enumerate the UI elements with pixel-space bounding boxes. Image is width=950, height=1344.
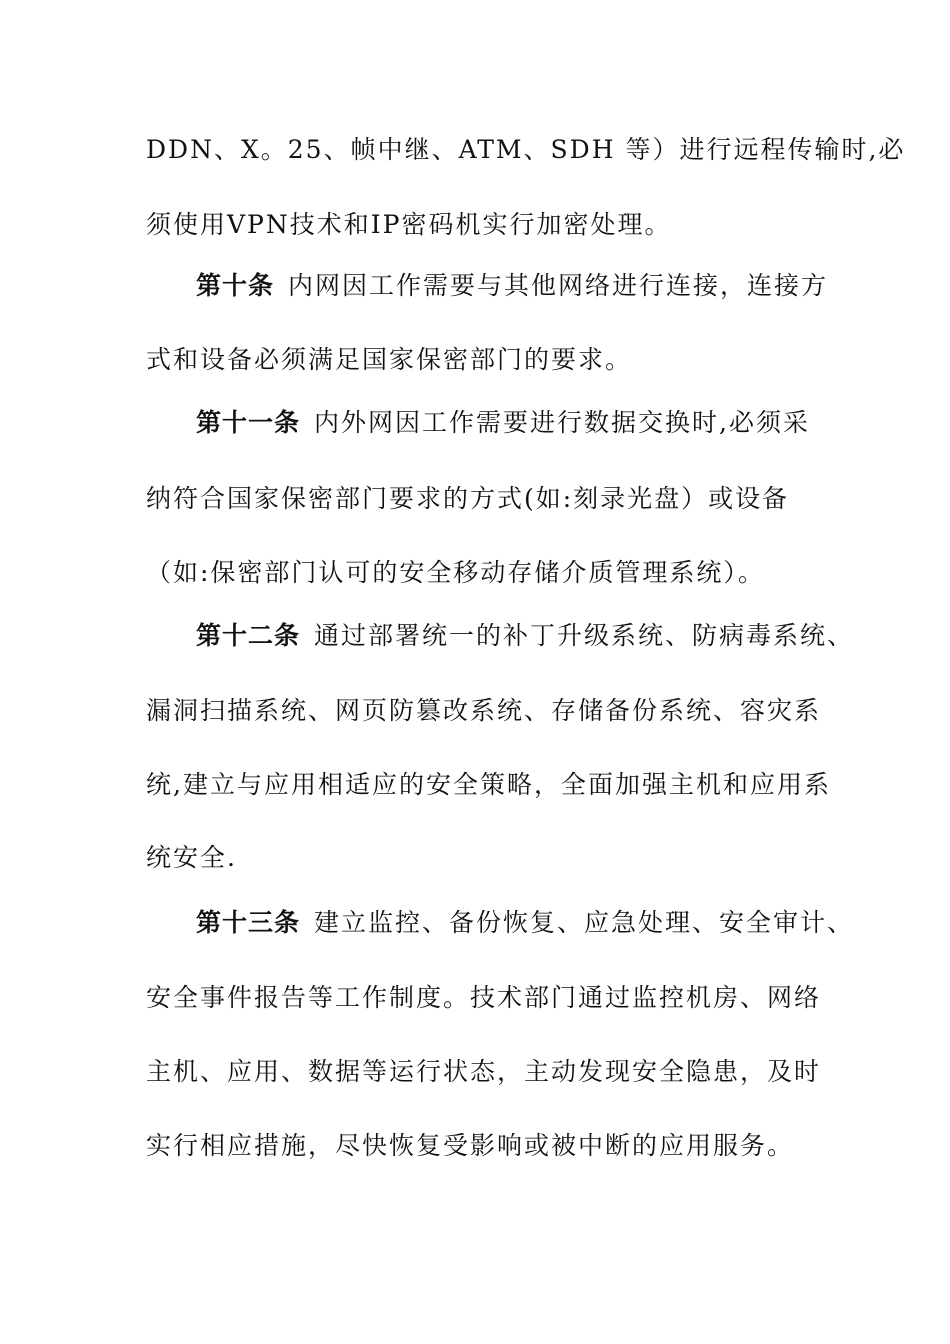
paragraph-line: [146, 479, 826, 519]
line-text: 实行相应措施，尽快恢复受影响或被中断的应用服务。: [146, 1131, 795, 1160]
article-10-first-line: [196, 266, 876, 306]
line-text: 安全事件报告等工作制度。技术部门通过监控机房、网络: [146, 983, 822, 1012]
article-12-first-line: [196, 616, 876, 656]
paragraph-line: [146, 553, 826, 593]
line-text: 内网因工作需要与其他网络进行连接，连接方: [288, 271, 829, 300]
paragraph-line: [146, 838, 826, 878]
paragraph-line: [146, 340, 826, 380]
line-text: 式和设备必须满足国家保密部门的要求。: [146, 345, 633, 374]
article-12-title: 第十二条: [196, 621, 301, 650]
article-11-title: 第十一条: [196, 408, 301, 437]
paragraph-line: [146, 1126, 826, 1166]
line-text: 统安全.: [146, 843, 237, 872]
line-text: 须使用VPN技术和IP密码机实行加密处理。: [146, 210, 672, 239]
article-11-first-line: [196, 403, 876, 443]
article-13-first-line: [196, 903, 876, 943]
line-text: 纳符合国家保密部门要求的方式(如:刻录光盘）或设备: [146, 484, 790, 513]
paragraph-line: [146, 691, 826, 731]
article-13-title: 第十三条: [196, 908, 301, 937]
paragraph-line: [146, 205, 826, 245]
line-text: 漏洞扫描系统、网页防篡改系统、存储备份系统、容灾系: [146, 696, 822, 725]
paragraph-line: [146, 765, 831, 805]
line-text: 建立监控、备份恢复、应急处理、安全审计、: [314, 908, 855, 937]
line-text: DDN、X。25、帧中继、ATM、SDH 等）进行远程传输时,必: [146, 135, 906, 164]
line-text: 内外网因工作需要进行数据交换时,必须采: [314, 408, 810, 437]
paragraph-line: [146, 1052, 826, 1092]
line-text: 通过部署统一的补丁升级系统、防病毒系统、: [314, 621, 855, 650]
paragraph-line: [146, 978, 826, 1018]
line-text: 统,建立与应用相适应的安全策略，全面加强主机和应用系: [146, 770, 831, 799]
line-text: （如:保密部门认可的安全移动存储介质管理系统）。: [146, 558, 765, 587]
article-10-title: 第十条: [196, 271, 275, 300]
line-text: 主机、应用、数据等运行状态，主动发现安全隐患，及时: [146, 1057, 822, 1086]
paragraph-line: [146, 130, 906, 170]
